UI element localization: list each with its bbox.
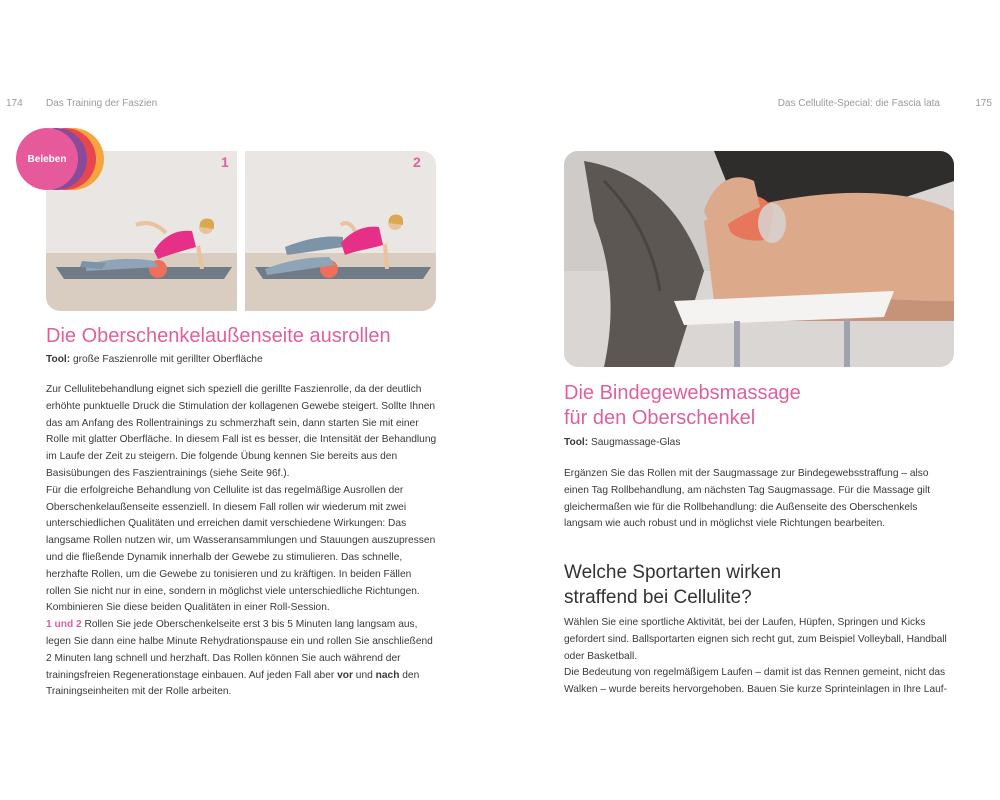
right-heading-line2: für den Oberschenkel bbox=[564, 407, 756, 429]
left-heading: Die Oberschenkelaußenseite ausrollen bbox=[46, 325, 391, 347]
badge-circle bbox=[16, 128, 78, 190]
massage-photo bbox=[564, 151, 954, 367]
right-body-2 bbox=[564, 615, 956, 699]
right-paragraph-2: Wählen Sie eine sportliche Aktivität, bei der Laufen, Hüpfen, Springen und Kicks gefordert sind. Ballsportarten eignen sich recht gut, zum Beispiel Volleyball, Handball oder Basketball. bbox=[564, 617, 947, 662]
left-paragraph-2: Für die erfolgreiche Behandlung von Cellulite ist das regelmäßige Ausrollen der Oberschenkelaußenseite essenziell. In diesem Fall rollen wir wiederum mit zwei unterschiedlichen Qualitäten und erreichen damit verschiedene Wirkungen: Das langsame Rollen nutzen wir, um Wasseransammlungen und Stauungen auszupressen und die fließende Dynamik innerhalb der Gewebe zu stimulieren. Das schnelle, herzhafte Rollen, um die Gewebe zu tonisieren und zu kräftigen. In beiden Fällen rollen Sie nicht nur in eine, sondern in möglichst viele unterschiedliche Richtungen. Kombinieren Sie diese beiden Qualitäten in einer Roll-Session. bbox=[46, 484, 436, 614]
right-subheading bbox=[564, 560, 781, 610]
bold-nach: nach bbox=[375, 669, 400, 681]
right-tool-line bbox=[564, 436, 680, 450]
right-tool-text: Saugmassage-Glas bbox=[588, 437, 681, 448]
running-header-right: Das Cellulite-Special: die Fascia lata bbox=[777, 98, 940, 109]
step-number-1: 1 bbox=[221, 154, 229, 170]
right-subheading-line1: Welche Sportarten wirken bbox=[564, 562, 782, 583]
steps-reference: 1 und 2 bbox=[46, 619, 82, 631]
tool-label: Tool: bbox=[46, 354, 71, 365]
left-paragraph-3-part2: und bbox=[352, 669, 376, 681]
right-heading-line1: Die Bindegewebsmassage bbox=[564, 382, 801, 404]
tool-text: große Faszienrolle mit gerillter Oberfläche bbox=[70, 354, 263, 365]
category-badge bbox=[16, 128, 106, 192]
left-paragraph-3-part3: den Trainingseinheiten mit der Rolle arbeiten. bbox=[46, 669, 420, 698]
page-number-right: 175 bbox=[975, 98, 992, 109]
running-header-left: Das Training der Faszien bbox=[46, 98, 158, 109]
page-number-left: 174 bbox=[6, 98, 23, 109]
left-tool-line bbox=[46, 353, 263, 367]
left-paragraph-3-part1: Rollen Sie jede Oberschenkelseite erst 3 bis 5 Minuten lang langsam aus, legen Sie dann eine halbe Minute Rehydrationspause ein und rollen Sie anschließend 2 Minuten lang schnell und herzhaft. Das Rollen können Sie auch während der trainingsfreien Regenerationstage einbauen. Auf jeden Fall aber bbox=[46, 619, 433, 681]
bold-vor: vor bbox=[337, 669, 353, 681]
right-subheading-line2: straffend bei Cellulite? bbox=[564, 587, 752, 608]
step-number-2: 2 bbox=[413, 154, 421, 170]
right-tool-label: Tool: bbox=[564, 437, 589, 448]
exercise-photo-2 bbox=[245, 151, 436, 311]
right-paragraph-1: Ergänzen Sie das Rollen mit der Saugmassage zur Bindegewebsstraffung – also einen Tag Rollbehandlung, am nächsten Tag Saugmassage. Für die Massage gilt gleichermaßen wie für die Rollbehandlung: die Außenseite des Oberschenkels langsam wie auch robust und in möglichst viele Richtungen bearbeiten. bbox=[564, 468, 931, 530]
right-body-1 bbox=[564, 466, 956, 533]
left-paragraph-3 bbox=[46, 617, 438, 701]
right-heading bbox=[564, 381, 801, 431]
right-paragraph-3: Die Bedeutung von regelmäßigem Laufen – damit ist das Rennen gemeint, nicht das Walken – wurde bereits hervorgehoben. Bauen Sie kurze Sprinteinlagen in Ihre Lauf- bbox=[564, 667, 948, 696]
left-paragraph-1: Zur Cellulitebehandlung eignet sich speziell die gerillte Faszienrolle, da der deutlich erhöhte punktuelle Druck die Stimulation der kollagenen Gewebe steigert. Sollte Ihnen das am Anfang des Rollentrainings zu schmerzhaft sein, dann starten Sie mit einer Rolle mit glatter Oberfläche. In diesem Fall ist es besser, die Intensität der Behandlung im Laufe der Zeit zu steigern. Die folgende Übung kennen Sie bereits aus den Basisübungen des Faszientrainings (siehe Seite 96f.). bbox=[46, 384, 437, 479]
left-body bbox=[46, 382, 438, 701]
badge-label: Beleben bbox=[27, 153, 67, 165]
